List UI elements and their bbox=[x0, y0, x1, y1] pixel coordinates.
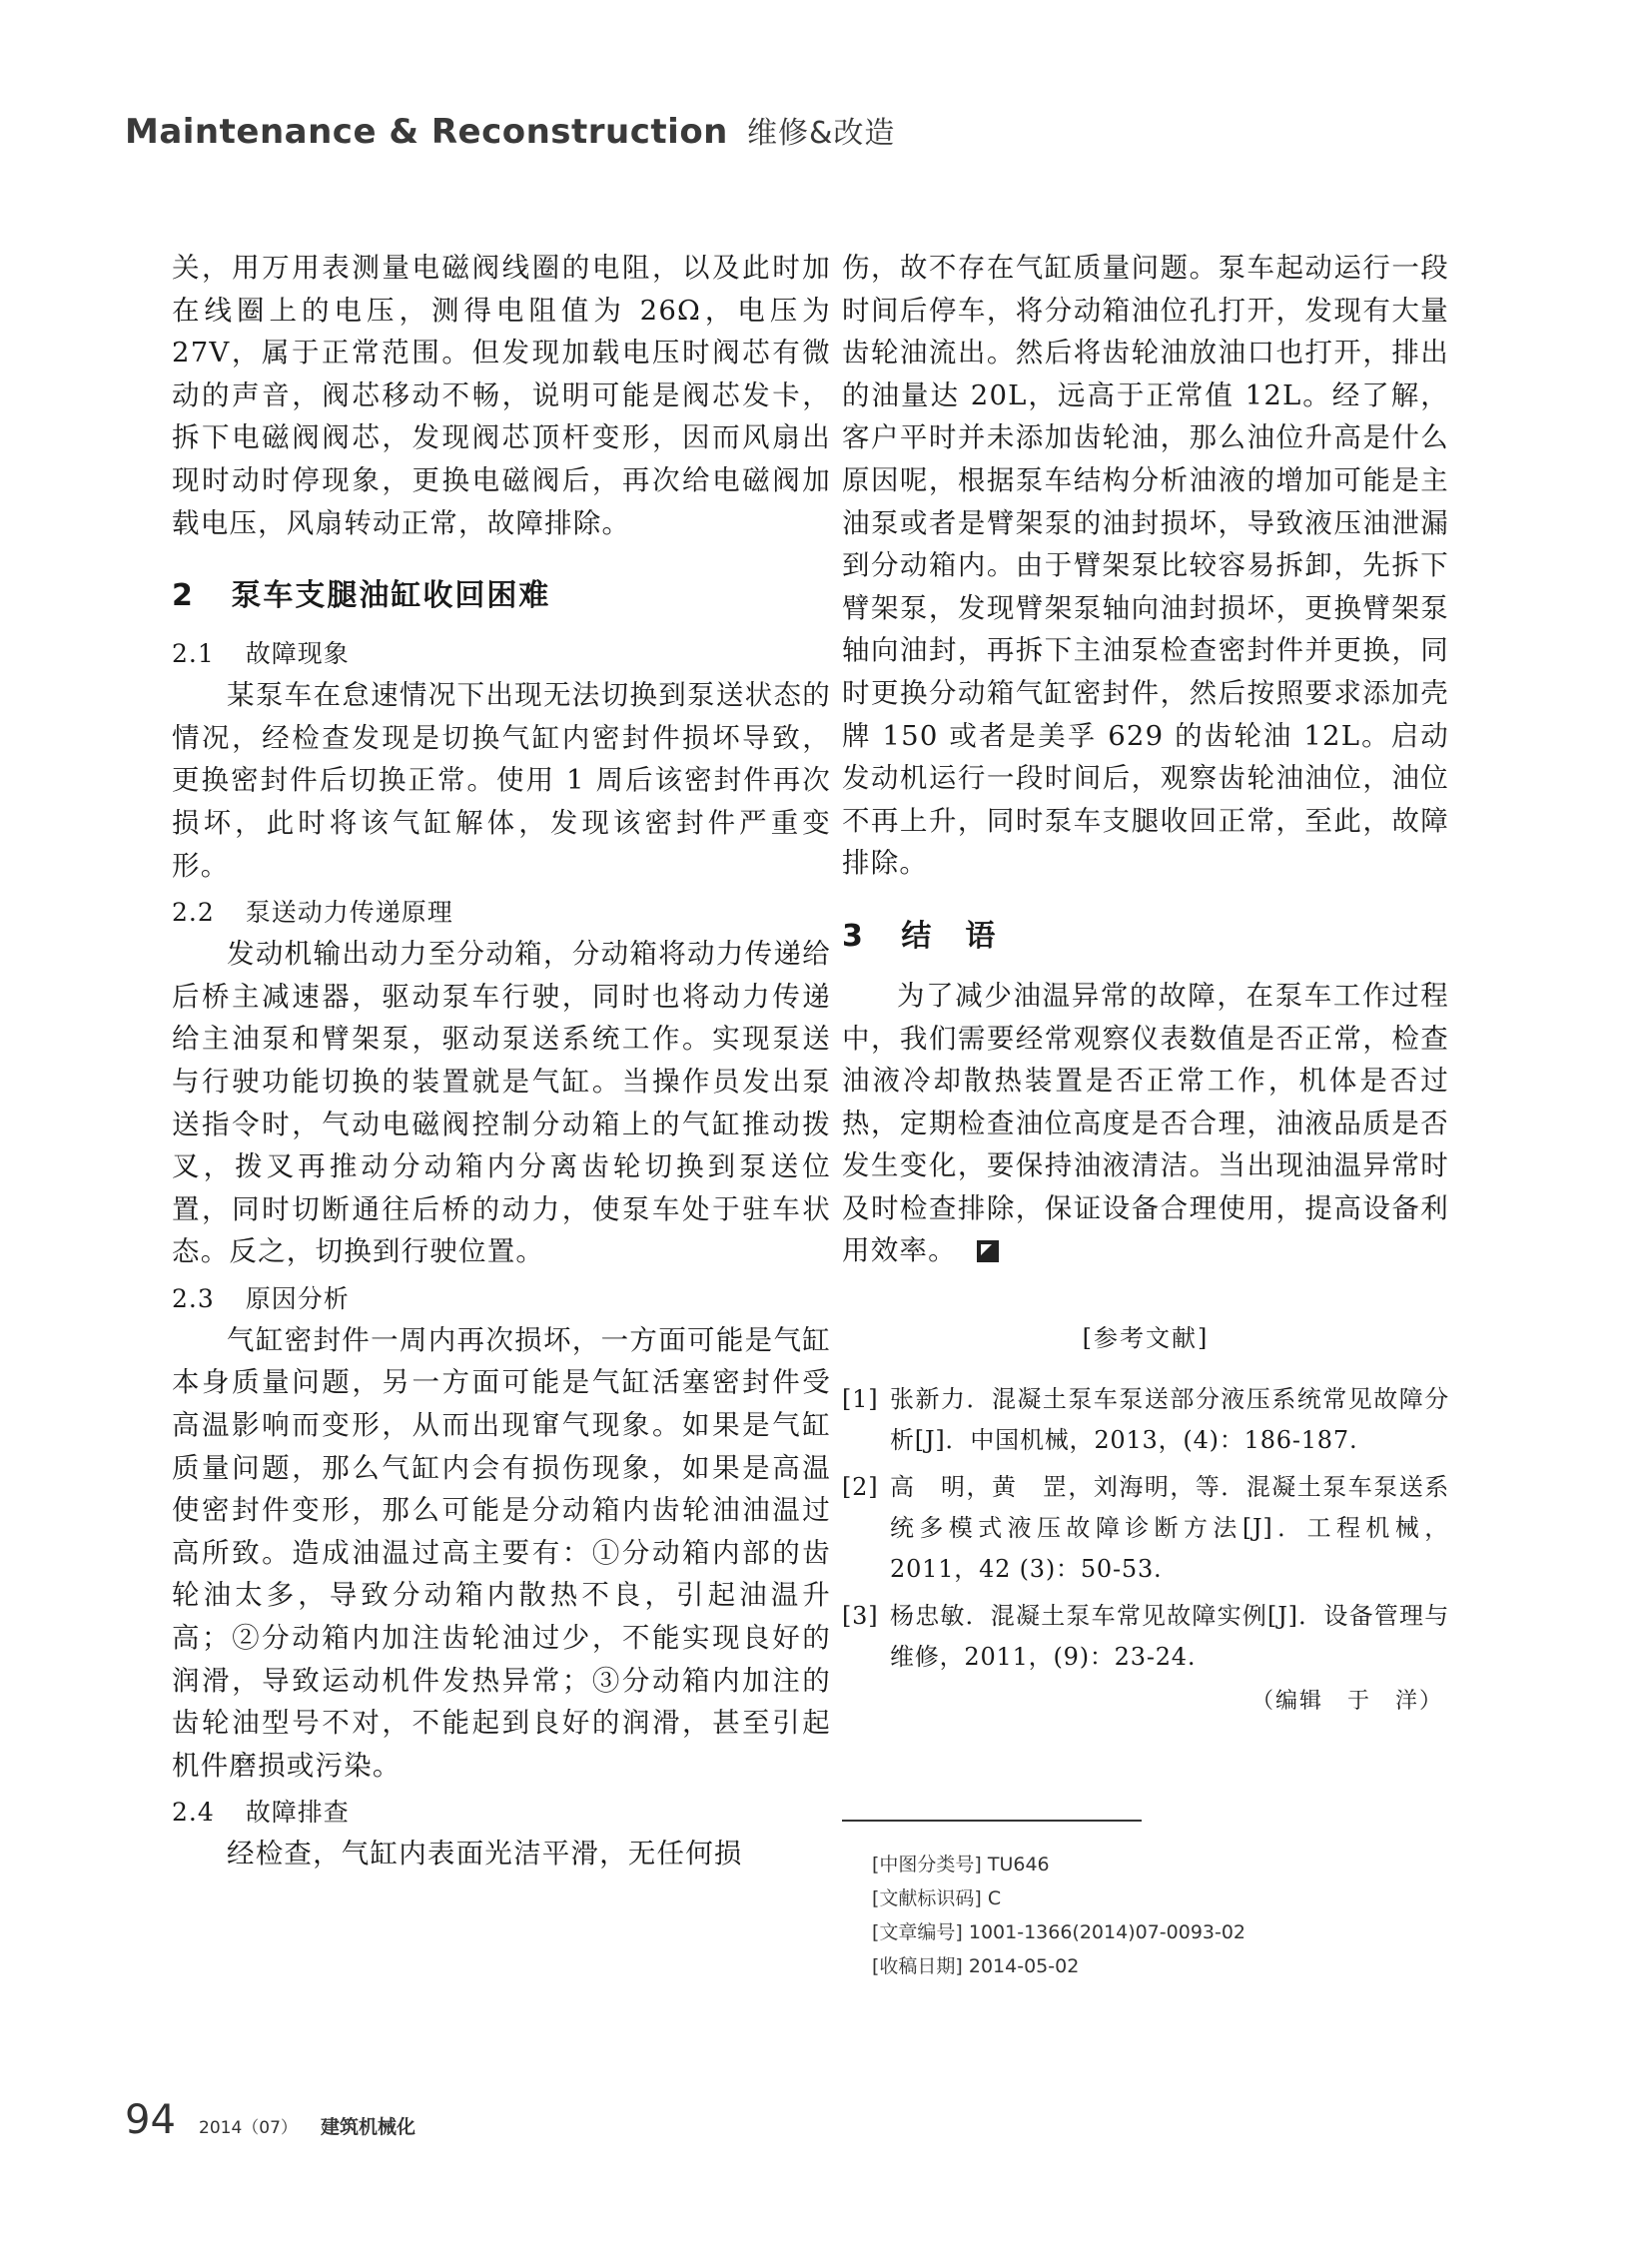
left-column bbox=[172, 247, 831, 1875]
conclusion-paragraph bbox=[842, 975, 1449, 1272]
section-2-heading bbox=[172, 574, 831, 618]
subsection-title: 故障现象 bbox=[245, 639, 350, 669]
subsection-2-1-heading bbox=[172, 634, 831, 674]
article-number: [文章编号] 1001-1366(2014)07-0093-02 bbox=[872, 1921, 1246, 1943]
reference-text: 高 明，黄 罡，刘海明，等．混凝土泵车泵送系统多模式液压故障诊断方法[J]．工程机械，2011，42 (3)：50-53. bbox=[890, 1473, 1449, 1584]
subsection-2-2-heading bbox=[172, 893, 831, 933]
reference-item bbox=[842, 1596, 1449, 1678]
section-title: 泵车支腿油缸收回困难 bbox=[231, 578, 551, 614]
right-column bbox=[842, 247, 1449, 1715]
reference-text: 张新力．混凝土泵车泵送部分液压系统常见故障分析[J]．中国机械，2013，(4)：186-187. bbox=[890, 1385, 1449, 1455]
classification-number: [中图分类号] TU646 bbox=[872, 1854, 1050, 1875]
subsection-2-4-body: 经检查，气缸内表面光洁平滑，无任何损 bbox=[227, 1838, 743, 1870]
subsection-title: 泵送动力传递原理 bbox=[245, 898, 453, 928]
header-title-en: Maintenance & Reconstruction bbox=[125, 112, 728, 152]
reference-number: [3] bbox=[842, 1602, 879, 1631]
subsection-number: 2.2 bbox=[172, 898, 215, 928]
reference-text: 杨忠敏．混凝土泵车常见故障实例[J]．设备管理与维修，2011，(9)：23-24. bbox=[890, 1602, 1449, 1672]
header-title-cn: 维修&改造 bbox=[746, 116, 896, 151]
end-of-article-icon bbox=[977, 1240, 999, 1262]
received-date: [收稿日期] 2014-05-02 bbox=[872, 1955, 1080, 1977]
references-title: [参考文献] bbox=[1082, 1324, 1210, 1353]
reference-number: [1] bbox=[842, 1385, 879, 1414]
document-code: [文献标识码] C bbox=[872, 1887, 1002, 1909]
section-number: 3 bbox=[842, 918, 865, 954]
conclusion-text: 为了减少油温异常的故障，在泵车工作过程中，我们需要经常观察仪表数值是否正常，检查油液冷却散热装置是否正常工作，机体是否过热，定期检查油位高度是否合理，油液品质是否发生变化，要保持油液清洁。当出现油温异常时及时检查排除，保证设备合理使用，提高设备利用效率。 bbox=[842, 979, 1449, 1267]
intro-paragraph: 关，用万用表测量电磁阀线圈的电阻，以及此时加在线圈上的电压，测得电阻值为 26Ω，电压为 27V，属于正常范围。但发现加载电压时阀芯有微动的声音，阀芯移动不畅，说明可能是阀芯发卡，拆下电磁阀阀芯，发现阀芯顶杆变形，因而风扇出现时动时停现象，更换电磁阀后，再次给电磁阀加载电压，风扇转动正常，故障排除。 bbox=[172, 252, 831, 539]
journal-name: 建筑机械化 bbox=[321, 2116, 416, 2138]
section-title: 结 语 bbox=[901, 918, 998, 954]
subsection-number: 2.4 bbox=[172, 1798, 215, 1828]
reference-number: [2] bbox=[842, 1473, 879, 1502]
issue-label: 2014（07） bbox=[199, 2118, 298, 2138]
running-header bbox=[125, 108, 895, 152]
subsection-2-1-body: 某泵车在怠速情况下出现无法切换到泵送状态的情况，经检查发现是切换气缸内密封件损坏导致，更换密封件后切换正常。使用 1 周后该密封件再次损坏，此时将该气缸解体，发现该密封件严重变形。 bbox=[172, 679, 831, 882]
subsection-number: 2.3 bbox=[172, 1283, 215, 1313]
section-3-heading bbox=[842, 915, 1449, 959]
subsection-title: 故障排查 bbox=[245, 1798, 350, 1828]
editor-credit: （编辑 于 洋） bbox=[1250, 1689, 1443, 1715]
reference-item bbox=[842, 1379, 1449, 1461]
section-number: 2 bbox=[172, 578, 195, 614]
article-metadata bbox=[872, 1848, 1245, 1983]
subsection-2-3-body: 气缸密封件一周内再次损坏，一方面可能是气缸本身质量问题，另一方面可能是气缸活塞密封件受高温影响而变形，从而出现窜气现象。如果是气缸质量问题，那么气缸内会有损伤现象，如果是高温使密封件变形，那么可能是分动箱内齿轮油油温过高所致。造成油温过高主要有：①分动箱内部的齿轮油太多，导致分动箱内散热不良，引起油温升高；②分动箱内加注齿轮油过少，不能实现良好的润滑，导致运动机件发热异常；③分动箱内加注的齿轮油型号不对，不能起到良好的润滑，甚至引起机件磨损或污染。 bbox=[172, 1323, 831, 1782]
subsection-number: 2.1 bbox=[172, 639, 215, 669]
page-footer bbox=[125, 2097, 415, 2143]
continued-paragraph: 伤，故不存在气缸质量问题。泵车起动运行一段时间后停车，将分动箱油位孔打开，发现有大量齿轮油流出。然后将齿轮油放油口也打开，排出的油量达 20L，远高于正常值 12L。经了解，客户平时并未添加齿轮油，那么油位升高是什么原因呢，根据泵车结构分析油液的增加可能是主油泵或者是臂架泵的油封损坏，导致液压油泄漏到分动箱内。由于臂架泵比较容易拆卸，先拆下臂架泵，发现臂架泵轴向油封损坏，更换臂架泵轴向油封，再拆下主油泵检查密封件并更换，同时更换分动箱气缸密封件，然后按照要求添加壳牌 150 或者是美孚 629 的齿轮油 12L。启动发动机运行一段时间后，观察齿轮油油位，油位不再上升，同时泵车支腿收回正常，至此，故障排除。 bbox=[842, 252, 1449, 880]
subsection-2-2-body: 发动机输出动力至分动箱，分动箱将动力传递给后桥主减速器，驱动泵车行驶，同时也将动力传递给主油泵和臂架泵，驱动泵送系统工作。实现泵送与行驶功能切换的装置就是气缸。当操作员发出泵送指令时，气动电磁阀控制分动箱上的气缸推动拨叉，拨叉再推动分动箱内分离齿轮切换到泵送位置，同时切断通往后桥的动力，使泵车处于驻车状态。反之，切换到行驶位置。 bbox=[172, 938, 831, 1268]
reference-item bbox=[842, 1467, 1449, 1590]
footnote-divider bbox=[842, 1820, 1142, 1822]
page-number: 94 bbox=[125, 2097, 176, 2143]
subsection-title: 原因分析 bbox=[245, 1283, 350, 1313]
subsection-2-4-heading bbox=[172, 1793, 831, 1833]
subsection-2-3-heading bbox=[172, 1279, 831, 1319]
